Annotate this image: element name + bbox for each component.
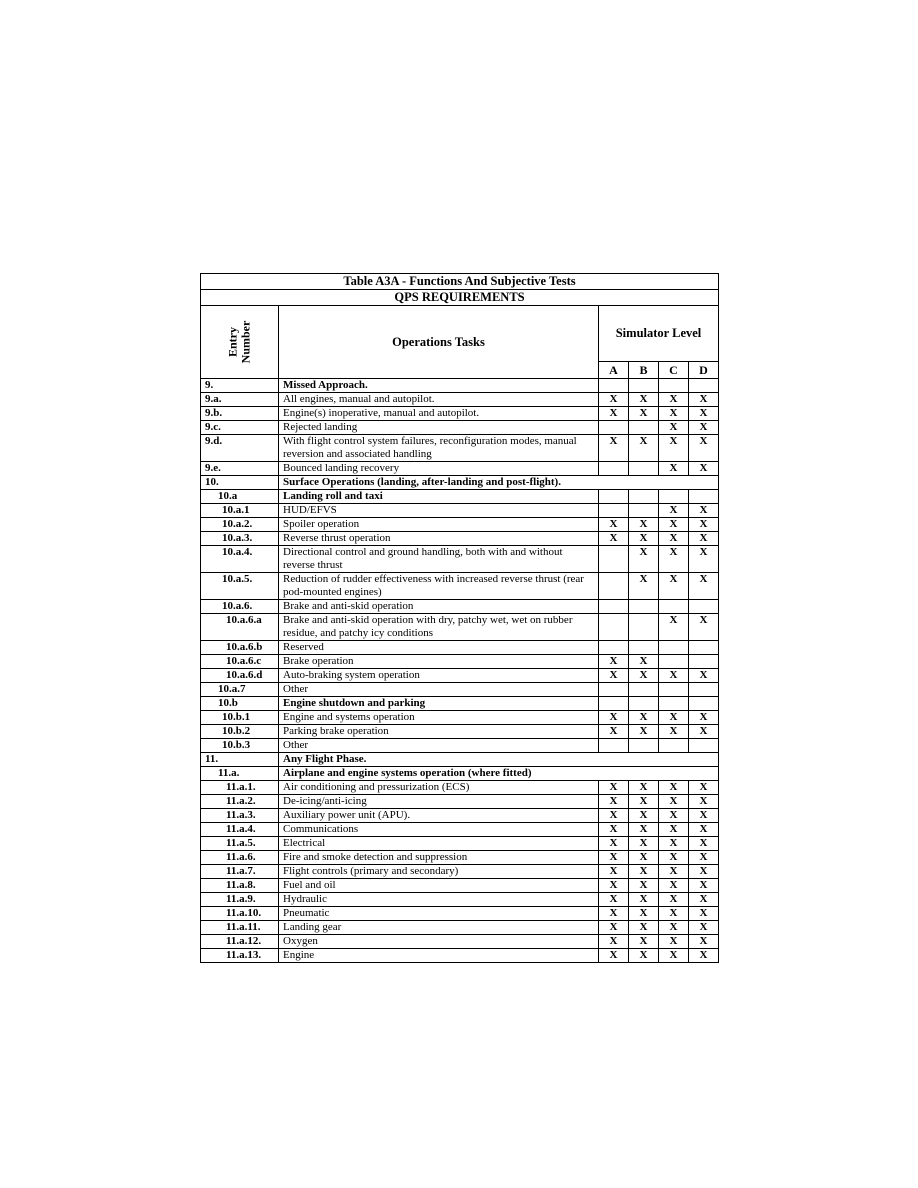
table-row (201, 655, 719, 669)
level-c-mark: X (659, 546, 689, 573)
level-c-mark: X (659, 837, 689, 851)
level-b-mark: X (629, 781, 659, 795)
operation-task: Engine and systems operation (279, 711, 599, 725)
level-a-mark: X (599, 879, 629, 893)
operation-task: Brake and anti-skid operation (279, 600, 599, 614)
operation-task: Auto-braking system operation (279, 669, 599, 683)
entry-number: 9.c. (201, 421, 279, 435)
table-row (201, 614, 719, 641)
operation-task: Other (279, 739, 599, 753)
level-c-mark: X (659, 823, 689, 837)
level-a-mark (599, 490, 629, 504)
level-b-mark (629, 600, 659, 614)
table-row (201, 421, 719, 435)
operation-task: Communications (279, 823, 599, 837)
operation-task: Reverse thrust operation (279, 532, 599, 546)
level-d-mark: X (689, 823, 719, 837)
level-b-mark: X (629, 865, 659, 879)
level-a-mark: X (599, 809, 629, 823)
table-row (201, 753, 719, 767)
entry-number: 10.a.2. (201, 518, 279, 532)
level-c-mark: X (659, 781, 689, 795)
level-d-mark: X (689, 407, 719, 421)
level-c-mark: X (659, 393, 689, 407)
entry-number: 11.a.11. (201, 921, 279, 935)
entry-number: 10.b.1 (201, 711, 279, 725)
level-d-mark (689, 490, 719, 504)
level-a-mark (599, 641, 629, 655)
operation-task: Landing gear (279, 921, 599, 935)
level-a-mark (599, 600, 629, 614)
operation-task: Brake operation (279, 655, 599, 669)
table-row (201, 809, 719, 823)
level-header-a: A (599, 361, 629, 378)
table-title-row (201, 274, 719, 290)
table-row (201, 879, 719, 893)
operation-task: Fire and smoke detection and suppression (279, 851, 599, 865)
entry-number: 11.a.7. (201, 865, 279, 879)
level-a-mark (599, 573, 629, 600)
level-a-mark (599, 739, 629, 753)
level-d-mark: X (689, 795, 719, 809)
level-d-mark: X (689, 725, 719, 739)
entry-number: 11.a.6. (201, 851, 279, 865)
level-d-mark: X (689, 851, 719, 865)
level-b-mark: X (629, 795, 659, 809)
level-c-mark: X (659, 518, 689, 532)
table-row (201, 865, 719, 879)
entry-number: 10. (201, 476, 279, 490)
table-row (201, 600, 719, 614)
entry-number: 10.a.5. (201, 573, 279, 600)
level-a-mark (599, 379, 629, 393)
level-a-mark: X (599, 518, 629, 532)
level-d-mark (689, 739, 719, 753)
operations-tasks-header: Operations Tasks (279, 306, 599, 379)
level-b-mark: X (629, 823, 659, 837)
level-a-mark: X (599, 532, 629, 546)
level-header-d: D (689, 361, 719, 378)
simulator-level-header: Simulator Level (599, 306, 719, 362)
table-row (201, 683, 719, 697)
level-a-mark (599, 614, 629, 641)
level-b-mark (629, 697, 659, 711)
entry-number: 11.a.3. (201, 809, 279, 823)
level-b-mark (629, 490, 659, 504)
level-d-mark: X (689, 669, 719, 683)
level-c-mark: X (659, 809, 689, 823)
level-a-mark: X (599, 837, 629, 851)
level-c-mark (659, 600, 689, 614)
level-d-mark (689, 379, 719, 393)
operation-task: Directional control and ground handling, both with and without reverse thrust (279, 546, 599, 573)
entry-number: 11. (201, 753, 279, 767)
level-d-mark: X (689, 518, 719, 532)
entry-number: 10.b (201, 697, 279, 711)
entry-number: 9.e. (201, 462, 279, 476)
level-b-mark: X (629, 725, 659, 739)
table-row (201, 393, 719, 407)
table-row (201, 781, 719, 795)
table-row (201, 379, 719, 393)
level-d-mark: X (689, 921, 719, 935)
table-row (201, 893, 719, 907)
table-row (201, 462, 719, 476)
entry-number: 10.a.1 (201, 504, 279, 518)
entry-number: 11.a.1. (201, 781, 279, 795)
level-c-mark (659, 490, 689, 504)
level-header-b: B (629, 361, 659, 378)
level-a-mark: X (599, 907, 629, 921)
level-c-mark: X (659, 532, 689, 546)
level-a-mark: X (599, 893, 629, 907)
table-row (201, 504, 719, 518)
operation-task: Flight controls (primary and secondary) (279, 865, 599, 879)
level-b-mark: X (629, 518, 659, 532)
entry-number: 11.a.4. (201, 823, 279, 837)
level-d-mark (689, 655, 719, 669)
section-heading: Surface Operations (landing, after-landing and post-flight). (279, 476, 719, 490)
entry-number: 10.a.3. (201, 532, 279, 546)
level-b-mark: X (629, 546, 659, 573)
level-c-mark: X (659, 907, 689, 921)
operation-task: Other (279, 683, 599, 697)
table-row (201, 949, 719, 963)
level-d-mark: X (689, 573, 719, 600)
table-row (201, 851, 719, 865)
entry-number: 10.b.3 (201, 739, 279, 753)
level-a-mark (599, 504, 629, 518)
level-d-mark: X (689, 546, 719, 573)
level-d-mark: X (689, 435, 719, 462)
entry-number: 9. (201, 379, 279, 393)
level-b-mark: X (629, 851, 659, 865)
table-row (201, 669, 719, 683)
level-c-mark: X (659, 795, 689, 809)
operation-task: Reserved (279, 641, 599, 655)
entry-header-line1: Entry (225, 326, 240, 357)
table-row (201, 490, 719, 504)
level-b-mark: X (629, 879, 659, 893)
level-a-mark (599, 421, 629, 435)
entry-number: 11.a.9. (201, 893, 279, 907)
table-subtitle: QPS REQUIREMENTS (201, 290, 719, 306)
level-d-mark (689, 683, 719, 697)
operation-task: Engine (279, 949, 599, 963)
operation-task: With flight control system failures, reconfiguration modes, manual reversion and associated handling (279, 435, 599, 462)
table-row (201, 711, 719, 725)
level-a-mark: X (599, 393, 629, 407)
entry-number: 11.a.2. (201, 795, 279, 809)
level-c-mark: X (659, 893, 689, 907)
level-d-mark: X (689, 711, 719, 725)
entry-number: 11.a.10. (201, 907, 279, 921)
level-a-mark: X (599, 435, 629, 462)
table-row (201, 767, 719, 781)
level-d-mark: X (689, 935, 719, 949)
entry-number: 10.a.6.b (201, 641, 279, 655)
level-a-mark (599, 546, 629, 573)
level-d-mark: X (689, 462, 719, 476)
table-row (201, 921, 719, 935)
level-d-mark: X (689, 907, 719, 921)
level-a-mark (599, 683, 629, 697)
level-c-mark: X (659, 879, 689, 893)
level-b-mark: X (629, 655, 659, 669)
level-b-mark (629, 641, 659, 655)
operation-task: Reduction of rudder effectiveness with increased reverse thrust (rear pod-mounted engines) (279, 573, 599, 600)
operation-task: De-icing/anti-icing (279, 795, 599, 809)
table-row (201, 546, 719, 573)
operation-task: Electrical (279, 837, 599, 851)
level-b-mark: X (629, 407, 659, 421)
entry-header-line2: Number (238, 320, 253, 363)
level-b-mark: X (629, 949, 659, 963)
level-b-mark: X (629, 837, 659, 851)
level-c-mark: X (659, 865, 689, 879)
entry-number: 10.a.6.d (201, 669, 279, 683)
level-b-mark (629, 379, 659, 393)
entry-number: 11.a.13. (201, 949, 279, 963)
level-d-mark: X (689, 949, 719, 963)
entry-number: 10.a.6.a (201, 614, 279, 641)
level-c-mark: X (659, 573, 689, 600)
level-b-mark (629, 739, 659, 753)
entry-number: 9.b. (201, 407, 279, 421)
level-d-mark: X (689, 893, 719, 907)
level-b-mark: X (629, 809, 659, 823)
level-b-mark: X (629, 393, 659, 407)
table-row (201, 407, 719, 421)
level-a-mark: X (599, 725, 629, 739)
level-a-mark: X (599, 795, 629, 809)
entry-number: 11.a. (201, 767, 279, 781)
entry-number: 10.b.2 (201, 725, 279, 739)
section-heading: Missed Approach. (279, 379, 599, 393)
level-b-mark (629, 462, 659, 476)
entry-number: 9.d. (201, 435, 279, 462)
level-a-mark: X (599, 407, 629, 421)
level-b-mark: X (629, 669, 659, 683)
level-b-mark: X (629, 711, 659, 725)
operation-task: Bounced landing recovery (279, 462, 599, 476)
level-b-mark: X (629, 435, 659, 462)
level-d-mark: X (689, 837, 719, 851)
level-c-mark: X (659, 614, 689, 641)
operation-task: HUD/EFVS (279, 504, 599, 518)
level-c-mark (659, 641, 689, 655)
level-b-mark (629, 683, 659, 697)
functions-subjective-tests-table (200, 273, 719, 963)
table-row (201, 795, 719, 809)
level-c-mark: X (659, 935, 689, 949)
column-header-row (201, 306, 719, 362)
level-a-mark: X (599, 781, 629, 795)
entry-number: 10.a.7 (201, 683, 279, 697)
level-d-mark: X (689, 614, 719, 641)
level-c-mark: X (659, 725, 689, 739)
level-d-mark (689, 697, 719, 711)
level-c-mark (659, 655, 689, 669)
table-row (201, 725, 719, 739)
entry-number: 10.a.6. (201, 600, 279, 614)
level-d-mark (689, 641, 719, 655)
section-heading: Landing roll and taxi (279, 490, 599, 504)
level-b-mark: X (629, 935, 659, 949)
operation-task: Parking brake operation (279, 725, 599, 739)
table-row (201, 518, 719, 532)
table-row (201, 907, 719, 921)
level-a-mark: X (599, 921, 629, 935)
level-a-mark: X (599, 655, 629, 669)
level-b-mark (629, 614, 659, 641)
table-row (201, 823, 719, 837)
level-a-mark: X (599, 669, 629, 683)
level-b-mark: X (629, 532, 659, 546)
operation-task: Rejected landing (279, 421, 599, 435)
operation-task: Hydraulic (279, 893, 599, 907)
operation-task: Engine(s) inoperative, manual and autopilot. (279, 407, 599, 421)
entry-number: 11.a.5. (201, 837, 279, 851)
level-a-mark (599, 462, 629, 476)
operation-task: Auxiliary power unit (APU). (279, 809, 599, 823)
level-a-mark: X (599, 851, 629, 865)
level-a-mark: X (599, 823, 629, 837)
operation-task: Oxygen (279, 935, 599, 949)
level-c-mark: X (659, 421, 689, 435)
level-header-c: C (659, 361, 689, 378)
level-a-mark: X (599, 865, 629, 879)
table-subtitle-row (201, 290, 719, 306)
table-body (201, 379, 719, 963)
table-row (201, 573, 719, 600)
table-row (201, 476, 719, 490)
entry-number: 10.a.6.c (201, 655, 279, 669)
table-row (201, 641, 719, 655)
level-d-mark: X (689, 393, 719, 407)
level-c-mark (659, 739, 689, 753)
level-c-mark: X (659, 504, 689, 518)
level-a-mark: X (599, 949, 629, 963)
operation-task: Pneumatic (279, 907, 599, 921)
entry-number: 10.a (201, 490, 279, 504)
entry-number: 11.a.8. (201, 879, 279, 893)
level-b-mark: X (629, 893, 659, 907)
level-d-mark: X (689, 809, 719, 823)
level-d-mark: X (689, 879, 719, 893)
table-row (201, 532, 719, 546)
operation-task: Air conditioning and pressurization (ECS) (279, 781, 599, 795)
operation-task: Spoiler operation (279, 518, 599, 532)
level-c-mark: X (659, 407, 689, 421)
entry-number-header-text (226, 320, 252, 363)
level-a-mark: X (599, 711, 629, 725)
level-d-mark (689, 600, 719, 614)
level-a-mark (599, 697, 629, 711)
table-title: Table A3A - Functions And Subjective Tests (201, 274, 719, 290)
level-c-mark: X (659, 921, 689, 935)
section-heading: Any Flight Phase. (279, 753, 719, 767)
level-b-mark (629, 504, 659, 518)
section-heading: Airplane and engine systems operation (where fitted) (279, 767, 719, 781)
level-c-mark: X (659, 669, 689, 683)
operation-task: Fuel and oil (279, 879, 599, 893)
entry-number: 10.a.4. (201, 546, 279, 573)
level-b-mark: X (629, 907, 659, 921)
table-row (201, 837, 719, 851)
level-c-mark (659, 683, 689, 697)
level-c-mark: X (659, 435, 689, 462)
level-d-mark: X (689, 504, 719, 518)
operation-task: All engines, manual and autopilot. (279, 393, 599, 407)
level-d-mark: X (689, 421, 719, 435)
level-c-mark: X (659, 949, 689, 963)
level-d-mark: X (689, 532, 719, 546)
level-d-mark: X (689, 865, 719, 879)
table-row (201, 697, 719, 711)
table-row (201, 935, 719, 949)
level-b-mark (629, 421, 659, 435)
level-c-mark (659, 697, 689, 711)
entry-number-header (201, 306, 279, 379)
level-a-mark: X (599, 935, 629, 949)
entry-number: 9.a. (201, 393, 279, 407)
operation-task: Brake and anti-skid operation with dry, patchy wet, wet on rubber residue, and patchy icy conditions (279, 614, 599, 641)
section-heading: Engine shutdown and parking (279, 697, 599, 711)
level-b-mark: X (629, 921, 659, 935)
level-c-mark: X (659, 851, 689, 865)
level-c-mark: X (659, 462, 689, 476)
level-d-mark: X (689, 781, 719, 795)
table-row (201, 739, 719, 753)
table-row (201, 435, 719, 462)
entry-number: 11.a.12. (201, 935, 279, 949)
level-c-mark: X (659, 711, 689, 725)
level-c-mark (659, 379, 689, 393)
level-b-mark: X (629, 573, 659, 600)
